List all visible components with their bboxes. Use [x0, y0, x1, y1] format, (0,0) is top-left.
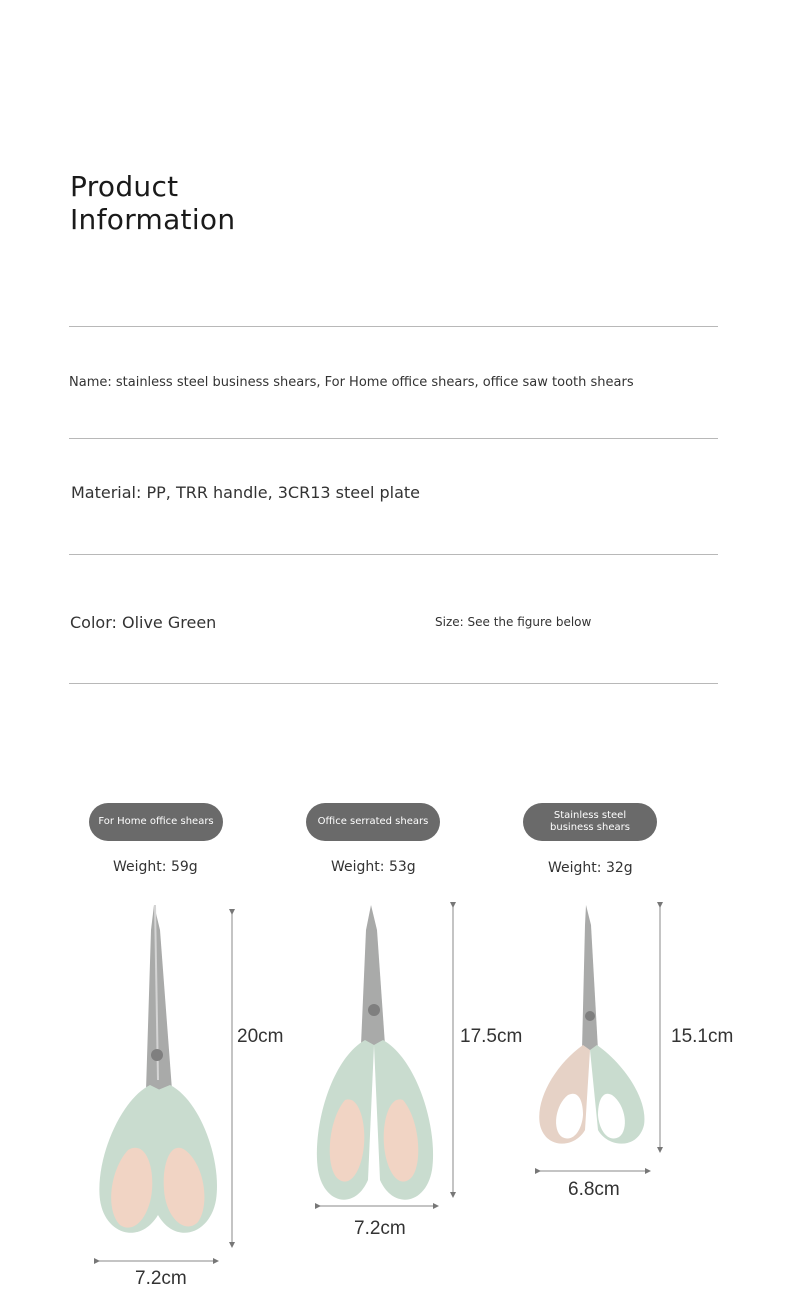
height-label-office-serrated: 17.5cm [460, 1026, 523, 1047]
title-line-2: Information [70, 203, 236, 236]
size-text: Size: See the figure below [435, 615, 592, 629]
weight-home-office: Weight: 59g [113, 859, 198, 875]
scissors-stainless-business-image [539, 905, 644, 1144]
height-label-stainless-business: 15.1cm [671, 1026, 734, 1047]
scissors-home-office-image [99, 905, 217, 1233]
product-label-stainless-business: Stainless steel business shears [523, 803, 657, 841]
material-text: Material: PP, TRR handle, 3CR13 steel plate [71, 483, 421, 502]
width-label-home-office: 7.2cm [135, 1268, 187, 1289]
product-label-home-office: For Home office shears [89, 803, 223, 841]
scissors-office-serrated-image [317, 905, 433, 1200]
weight-office-serrated: Weight: 53g [331, 859, 416, 875]
width-label-office-serrated: 7.2cm [354, 1218, 406, 1239]
product-label-office-serrated: Office serrated shears [306, 803, 440, 841]
title-line-1: Product [70, 170, 179, 203]
width-label-stainless-business: 6.8cm [568, 1179, 620, 1200]
height-label-home-office: 20cm [237, 1026, 284, 1047]
color-text: Color: Olive Green [70, 613, 217, 632]
name-text: Name: stainless steel business shears, For Home office shears, office saw tooth shears [69, 375, 634, 390]
weight-stainless-business: Weight: 32g [548, 860, 633, 876]
